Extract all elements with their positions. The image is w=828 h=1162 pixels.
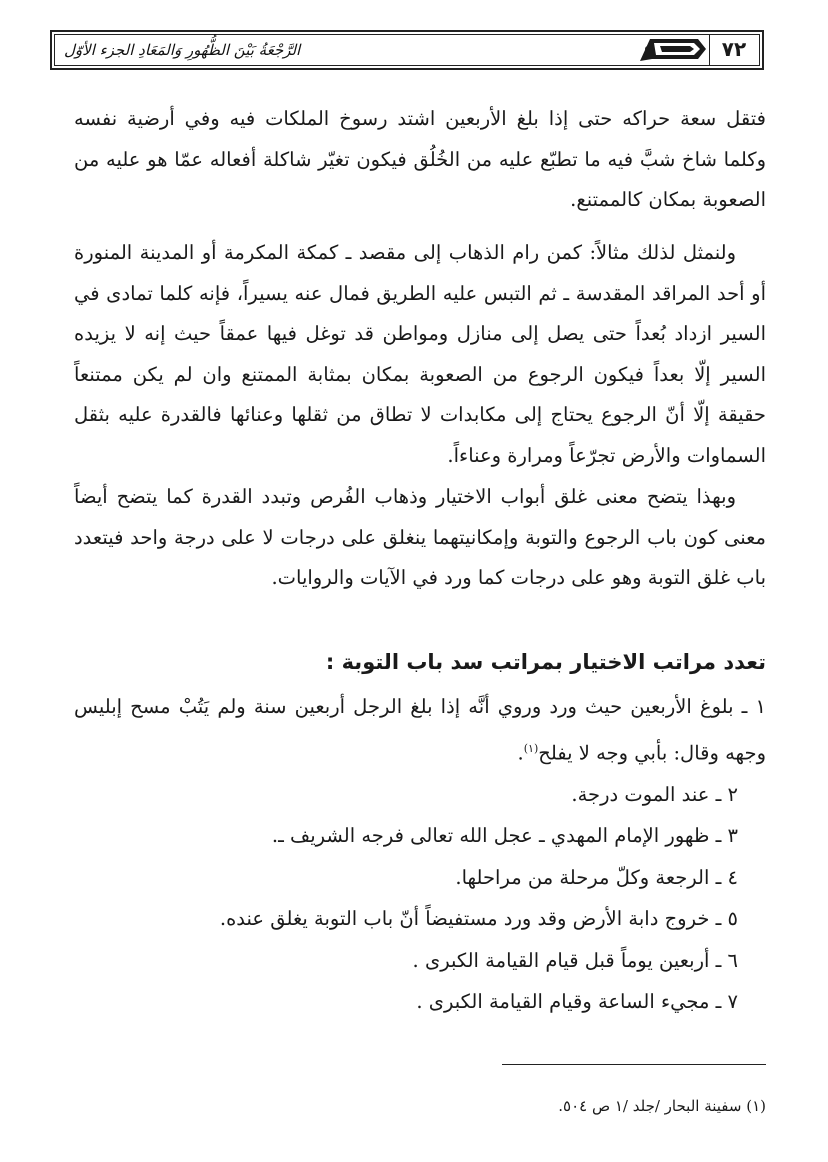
list-item: ٦ ـ أربعين يوماً قبل قيام القيامة الكبرى .	[412, 948, 738, 972]
footnote-divider	[502, 1064, 766, 1065]
list-item: ٧ ـ مجيء الساعة وقيام القيامة الكبرى .	[416, 990, 738, 1013]
list-item: ٤ ـ الرجعة وكلّ مرحلة من مراحلها.	[455, 865, 738, 889]
paragraph	[74, 99, 766, 221]
header-divider	[709, 34, 710, 66]
list-item: ٥ ـ خروج دابة الأرض وقد ورد مستفيضاً أنّ باب التوبة يغلق عنده.	[219, 907, 738, 930]
paragraph	[74, 233, 766, 477]
ornament-icon	[640, 33, 706, 65]
page-header	[50, 30, 764, 70]
section-heading: تعدد مراتب الاختيار بمراتب سد باب التوبة :	[325, 650, 766, 674]
paragraph-text: وبهذا يتضح معنى غلق أبواب الاختيار وذهاب الفُرص وتبدد القدرة كما يتضح أيضاً معنى كون باب الرجوع والتوبة وإمكانيتهما ينغلق على درجات لا على درجة واحد فيتعدد باب غلق التوبة وهو على درجات كما ورد في الآيات والروايات.	[74, 485, 766, 590]
list-item: ٢ ـ عند الموت درجة.	[571, 782, 738, 806]
list-item: ٣ ـ ظهور الإمام المهدي ـ عجل الله تعالى فرجه الشريف ـ.	[271, 824, 738, 847]
list-item-text: ١ ـ بلوغ الأربعين حيث ورد وروي أنَّه إذا بلغ الرجل أربعين سنة ولم يَتُبْ مسح إبليس وجهه وقال: بأبي وجه لا يفلح	[74, 695, 766, 764]
running-title: الرَّجْعَةُ بَيْنَ الظُّهُورِ وَالمَعَادِ الجزء الأوّل	[64, 41, 301, 59]
paragraph-text: فتقل سعة حراكه حتى إذا بلغ الأربعين اشتد رسوخ الملكات فيه وفي أرضية نفسه وكلما شاخ شبَّ فيه ما تطبّع عليه من الخُلُق فيكون تغيّر شاكلة أفعاله عمّا هو عليه من الصعوبة بمكان كالممتنع.	[74, 107, 766, 212]
footnote: (١) سفينة البحار /جلد /١ ص ٥٠٤.	[558, 1097, 766, 1115]
list-item	[74, 686, 766, 774]
list-item-tail: .	[517, 741, 524, 764]
paragraph	[74, 477, 766, 599]
numbered-list	[74, 686, 766, 1023]
page-number: ٧٢	[716, 36, 752, 62]
footnote-ref[interactable]: (١)	[523, 741, 539, 755]
paragraph-text: ولنمثل لذلك مثالاً: كمن رام الذهاب إلى مقصد ـ كمكة المكرمة أو المدينة المنورة أو أحد المراقد المقدسة ـ ثم التبس عليه الطريق فمال عنه يسيراً، فإنه كلما تمادى في السير ازداد بُعداً حتى يصل إلى منازل ومواطن قد توغل فيها عمقاً حيث إنه لا يزيده السير إلّا بعداً فيكون الرجوع من الصعوبة بمكان بمثابة الممتنع وان لم يكن ممتنعاً حقيقة إلّا أنّ الرجوع يحتاج إلى مكابدات لا تطاق من ثقلها وعنائها فالقدرة عليه بثقل السماوات والأرض تجرّعاً ومرارة وعناءاً.	[74, 241, 766, 467]
